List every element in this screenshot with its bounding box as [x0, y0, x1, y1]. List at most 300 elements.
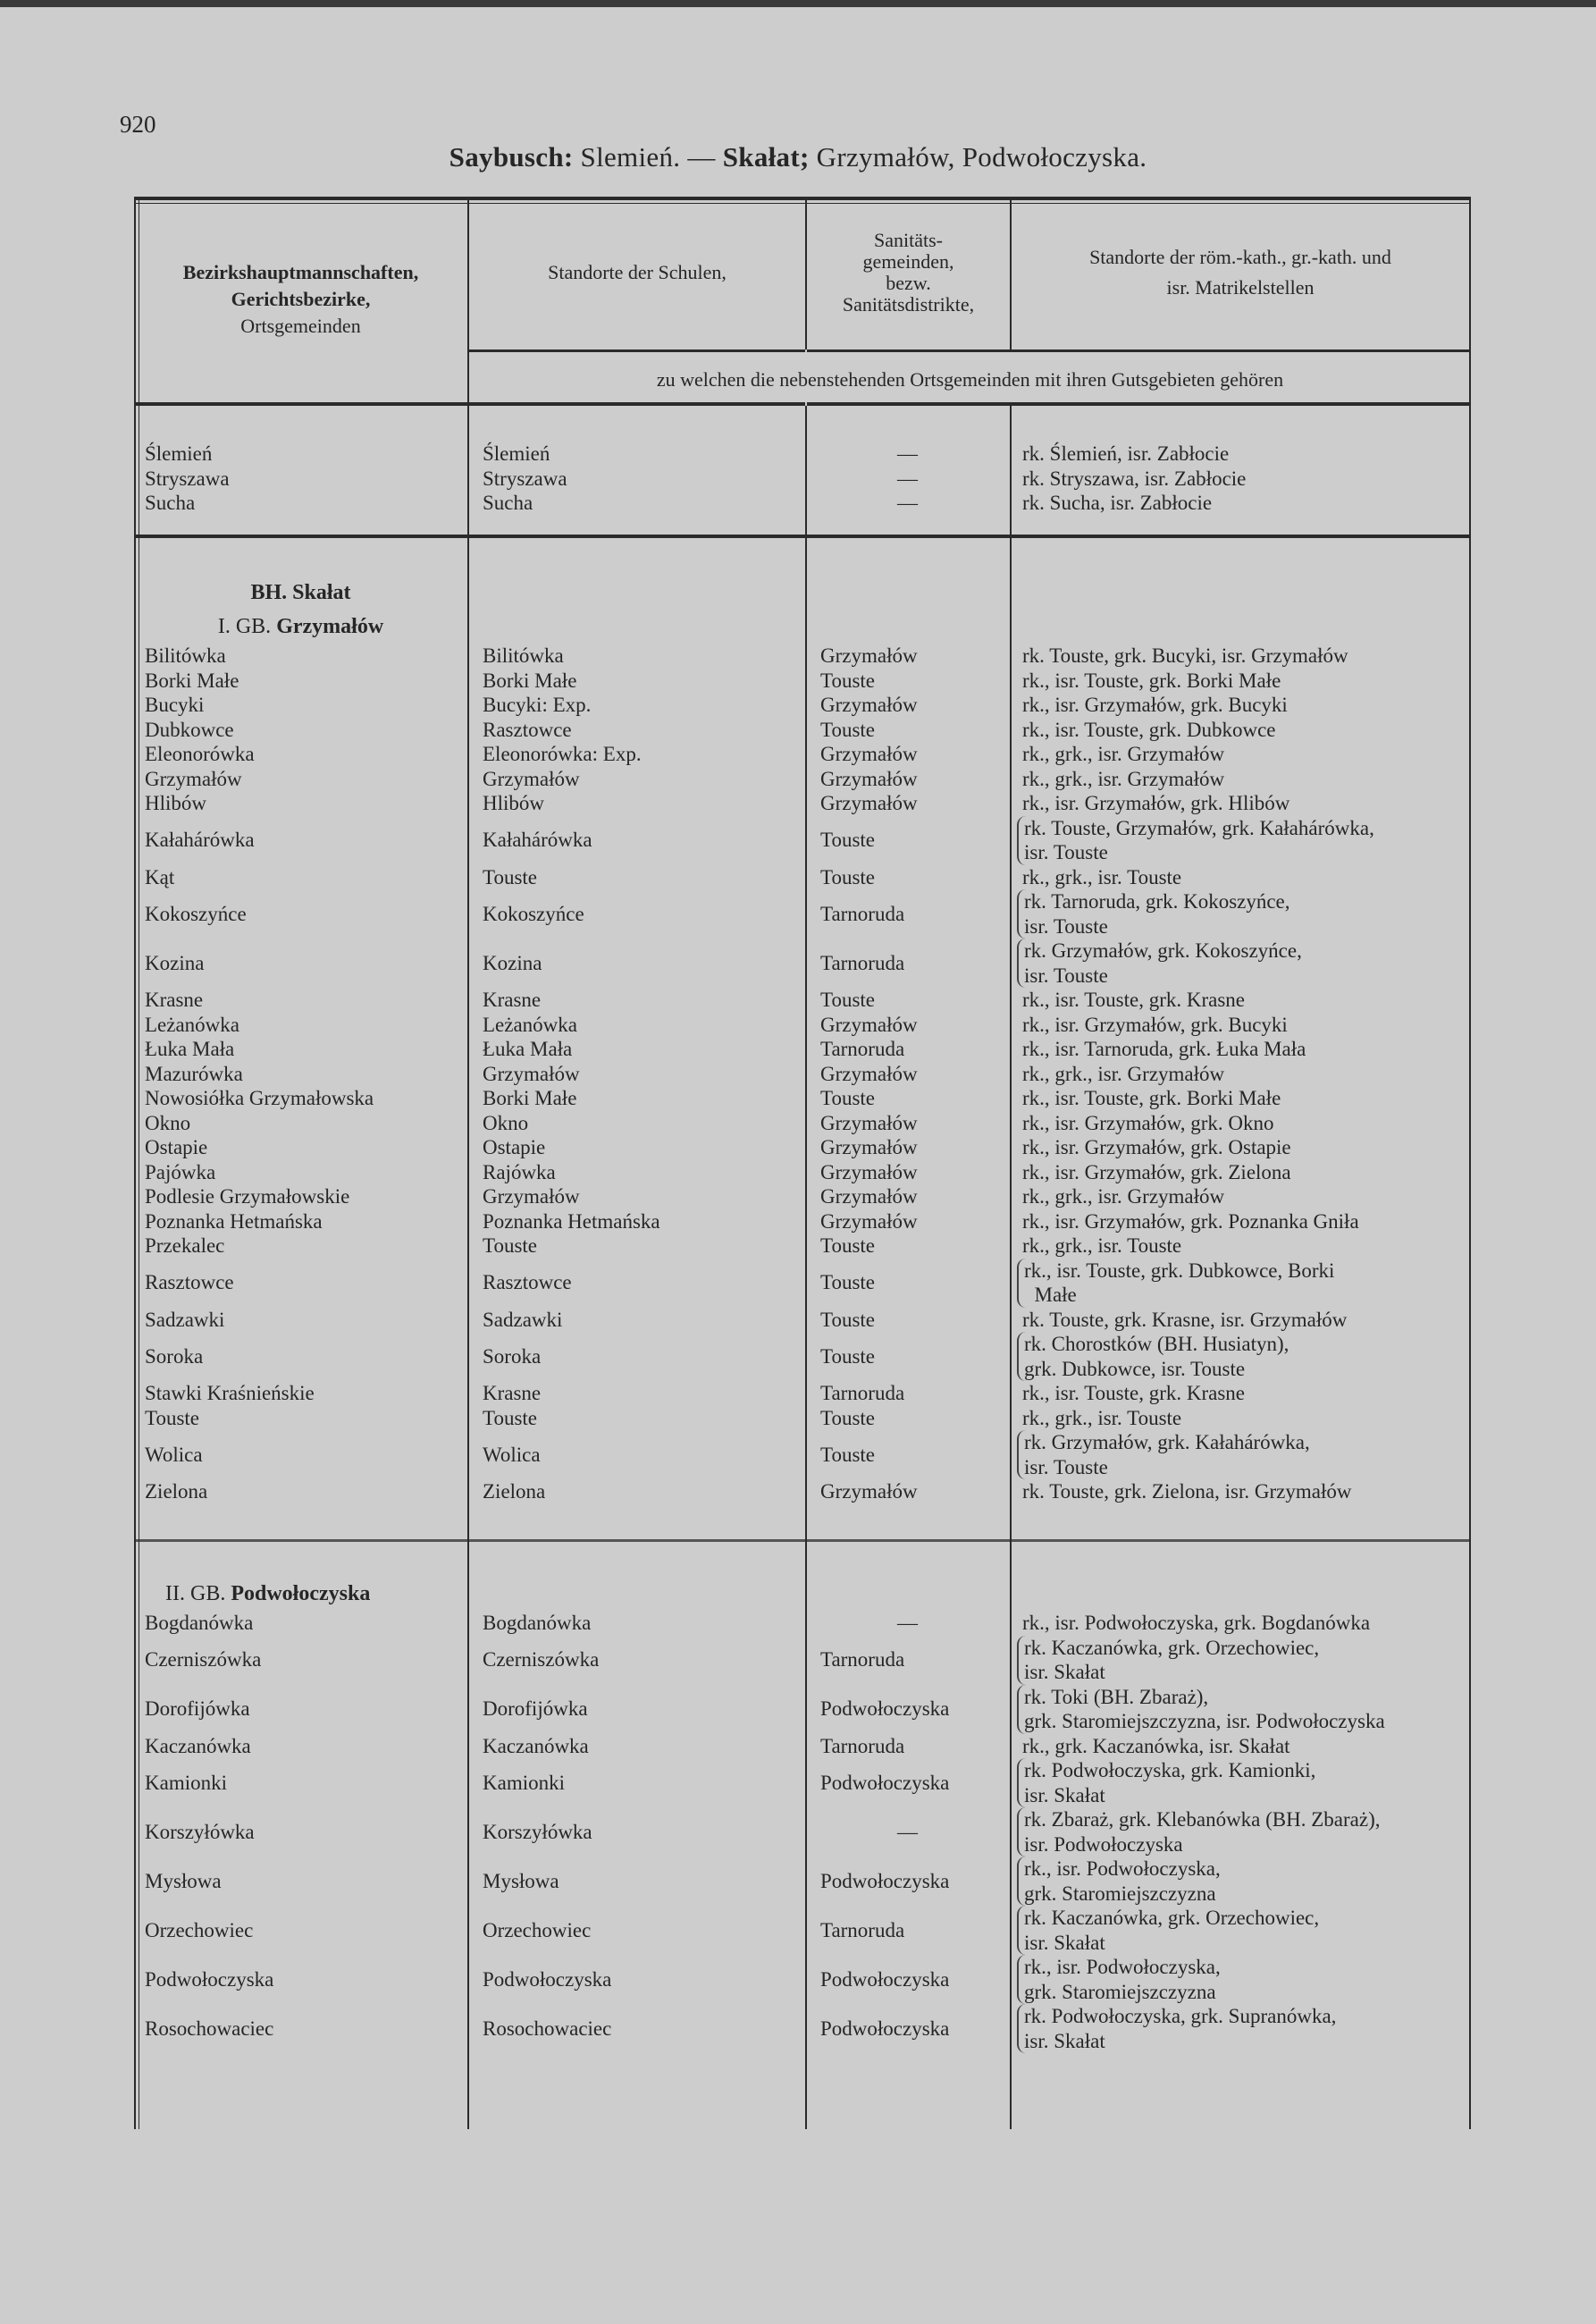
- header-col2-text: Standorte der Schulen,: [548, 261, 727, 283]
- table-row: [134, 1430, 1471, 1479]
- parish-cell: [1010, 1135, 1471, 1160]
- ortsgemeinde-cell: Bilitówka: [145, 644, 226, 667]
- ortsgemeinde-cell: Mazurówka: [145, 1062, 243, 1085]
- ortsgemeinde-cell: Kaczanówka: [145, 1734, 251, 1757]
- school-cell: Kaczanówka: [483, 1734, 589, 1757]
- court-heading-1: [134, 610, 467, 644]
- parish-line: isr. Podwołoczyska: [1024, 1832, 1183, 1856]
- sanitary-cell: Touste: [820, 718, 875, 741]
- table-row: [134, 491, 1471, 516]
- parish-cell: [1017, 1758, 1471, 1807]
- parish-line: rk., isr. Tarnoruda, grk. Łuka Mała: [1022, 1038, 1306, 1060]
- title-dash: —: [687, 141, 716, 173]
- ortsgemeinde-cell: Okno: [145, 1111, 191, 1134]
- parish-cell: [1010, 1734, 1471, 1759]
- parish-cell: [1017, 2004, 1471, 2053]
- parish-cell: [1017, 1636, 1471, 1685]
- header-col4: [1012, 197, 1469, 349]
- ortsgemeinde-cell: Soroka: [145, 1344, 204, 1368]
- sanitary-cell: Tarnoruda: [820, 902, 905, 925]
- parish-line: rk., isr. Grzymałów, grk. Bucyki: [1022, 1013, 1288, 1036]
- ortsgemeinde-cell: Grzymałów: [145, 767, 242, 790]
- school-cell: Grzymałów: [483, 1185, 580, 1208]
- parish-cell: [1010, 767, 1471, 792]
- parish-line: rk., grk., isr. Grzymałów: [1022, 1062, 1225, 1085]
- ortsgemeinde-cell: Ostapie: [145, 1136, 208, 1158]
- parish-line: isr. Skałat: [1024, 1931, 1105, 1954]
- table-row: [134, 1062, 1471, 1087]
- ortsgemeinde-cell: Czerniszówka: [145, 1648, 262, 1671]
- section2-rows: [134, 1611, 1471, 2053]
- title-part2: Grzymałów, Podwołoczyska.: [816, 141, 1147, 173]
- table-row: [134, 1086, 1471, 1111]
- header-col3-line2: gemeinden,: [862, 250, 954, 273]
- table-row: [134, 1807, 1471, 1857]
- school-cell: Leżanówka: [483, 1013, 577, 1036]
- sanitary-cell: Podwołoczyska: [820, 2017, 950, 2040]
- table-row: [134, 669, 1471, 694]
- parish-cell: [1010, 1013, 1471, 1038]
- parish-line: rk., isr. Touste, grk. Krasne: [1022, 1382, 1246, 1404]
- school-cell: Zielona: [483, 1480, 546, 1503]
- parish-line: rk., grk., isr. Grzymałów: [1022, 767, 1225, 790]
- school-cell: Touste: [483, 1234, 537, 1257]
- ortsgemeinde-cell: Stawki Kraśnieńskie: [145, 1382, 315, 1404]
- parish-line: rk. Tarnoruda, grk. Kokoszyńce,: [1024, 890, 1290, 913]
- ortsgemeinde-cell: Łuka Mała: [145, 1038, 235, 1060]
- parish-cell: [1017, 816, 1471, 865]
- table-row: [134, 1734, 1471, 1759]
- parish-line: rk., grk., isr. Grzymałów: [1022, 743, 1225, 765]
- parish-line: rk., grk., isr. Grzymałów: [1022, 1185, 1225, 1208]
- court-name-2: Podwołoczyska: [231, 1582, 371, 1605]
- parish-cell: [1010, 1381, 1471, 1406]
- sanitary-cell: Grzymałów: [820, 1062, 918, 1085]
- sanitary-cell: Touste: [820, 669, 875, 692]
- parish-cell: [1010, 1160, 1471, 1185]
- parish-line: grk. Staromiejszczyzna: [1024, 1980, 1216, 2003]
- header-sub-rule: [469, 349, 1471, 352]
- ortsgemeinde-cell: Krasne: [145, 989, 204, 1011]
- ortsgemeinde-cell: Sucha: [145, 492, 196, 514]
- parish-line: isr. Touste: [1024, 914, 1108, 938]
- parish-line: rk. Touste, grk. Zielona, isr. Grzymałów: [1022, 1480, 1352, 1503]
- court-name-1: Grzymałów: [276, 615, 384, 638]
- school-cell: Grzymałów: [483, 1062, 580, 1085]
- school-cell: Bilitówka: [483, 644, 564, 667]
- parish-line: rk. Chorostków (BH. Husiatyn),: [1024, 1333, 1289, 1355]
- parish-line: grk. Staromiejszczyzna: [1024, 1882, 1216, 1905]
- title-part1-bold: Saybusch:: [449, 141, 574, 173]
- ortsgemeinde-cell: Eleonorówka: [145, 743, 255, 765]
- section-skalat-grzymalow: [134, 576, 1471, 1504]
- school-cell: Wolica: [483, 1443, 541, 1466]
- ortsgemeinde-cell: Rosochowaciec: [145, 2017, 274, 2040]
- running-title: [0, 141, 1596, 173]
- school-cell: Hlibów: [483, 792, 544, 814]
- school-cell: Kałahárówka: [483, 829, 592, 852]
- parish-line: rk. Sucha, isr. Zabłocie: [1022, 492, 1213, 514]
- parish-line: rk., isr. Touste, grk. Dubkowce, Borki: [1024, 1259, 1335, 1282]
- ortsgemeinde-cell: Mysłowa: [145, 1869, 222, 1892]
- table-row: [134, 1479, 1471, 1504]
- table-row: [134, 1209, 1471, 1234]
- parish-line: rk. Podwołoczyska, grk. Supranówka,: [1024, 2005, 1337, 2027]
- school-cell: Kamionki: [483, 1771, 565, 1794]
- sanitary-cell: Tarnoruda: [820, 1038, 905, 1060]
- ortsgemeinde-cell: Nowosiółka Grzymałowska: [145, 1087, 374, 1109]
- ortsgemeinde-cell: Leżanówka: [145, 1013, 239, 1036]
- parish-cell: [1010, 1086, 1471, 1111]
- parish-line: isr. Skałat: [1024, 1661, 1105, 1683]
- school-cell: Rasztowce: [483, 718, 572, 741]
- table-row: [134, 889, 1471, 939]
- parish-cell: [1010, 1308, 1471, 1333]
- parish-line: isr. Touste: [1024, 841, 1108, 863]
- table-row: [134, 988, 1471, 1013]
- sanitary-cell: Grzymałów: [820, 1136, 918, 1158]
- parish-cell: [1010, 1062, 1471, 1087]
- sanitary-cell: Grzymałów: [820, 792, 918, 814]
- table-row: [134, 1135, 1471, 1160]
- court-prefix-1: I. GB.: [217, 615, 272, 638]
- section-slemien: [134, 442, 1471, 516]
- header-col4-line2: isr. Matrikelstellen: [1166, 276, 1315, 299]
- school-cell: Krasne: [483, 989, 542, 1011]
- table-row: [134, 1906, 1471, 1955]
- parish-line: rk. Toki (BH. Zbaraż),: [1024, 1685, 1209, 1708]
- parish-cell: [1010, 1209, 1471, 1234]
- school-cell: Kokoszyńce: [483, 902, 584, 925]
- sanitary-cell: Grzymałów: [820, 1185, 918, 1208]
- parish-line: rk. Zbaraż, grk. Klebanówka (BH. Zbaraż),: [1024, 1808, 1381, 1831]
- parish-line: isr. Skałat: [1024, 2029, 1105, 2052]
- header-col1-line1: Bezirkshauptmannschaften,: [182, 261, 419, 283]
- school-cell: Rajówka: [483, 1160, 556, 1183]
- parish-cell: [1010, 1479, 1471, 1504]
- parish-line: rk., isr. Touste, grk. Borki Małe: [1022, 669, 1281, 692]
- ortsgemeinde-cell: Kokoszyńce: [145, 902, 247, 925]
- school-cell: Sadzawki: [483, 1308, 563, 1331]
- parish-cell: [1010, 442, 1471, 467]
- parish-cell: [1017, 1807, 1471, 1857]
- parish-line: rk., isr. Grzymałów, grk. Okno: [1022, 1111, 1274, 1134]
- scan-top-edge: [0, 0, 1596, 7]
- table-row: [134, 1758, 1471, 1807]
- parish-line: rk., isr. Touste, grk. Borki Małe: [1022, 1087, 1281, 1109]
- school-cell: Podwołoczyska: [483, 1967, 612, 1991]
- parish-cell: [1017, 1857, 1471, 1906]
- sanitary-cell: Touste: [820, 1308, 875, 1331]
- school-cell: Rasztowce: [483, 1271, 572, 1294]
- parish-line: rk., grk., isr. Touste: [1022, 865, 1182, 888]
- sanitary-cell: Grzymałów: [820, 1480, 918, 1503]
- parish-line: rk., isr. Touste, grk. Krasne: [1022, 989, 1246, 1011]
- parish-line: isr. Touste: [1024, 1455, 1108, 1478]
- parish-line: grk. Dubkowce, isr. Touste: [1024, 1357, 1246, 1380]
- header-col3-line1: Sanitäts-: [873, 229, 943, 251]
- school-cell: Stryszawa: [483, 467, 567, 490]
- parish-line: rk., isr. Grzymałów, grk. Poznanka Gniła: [1022, 1209, 1359, 1233]
- parish-line: rk., isr. Grzymałów, grk. Zielona: [1022, 1160, 1291, 1183]
- table-row: [134, 1259, 1471, 1308]
- sanitary-cell: Grzymałów: [820, 1111, 918, 1134]
- table-row: [134, 939, 1471, 988]
- district-name: BH. Skałat: [250, 581, 351, 604]
- ortsgemeinde-cell: Dorofijówka: [145, 1697, 250, 1721]
- school-cell: Grzymałów: [483, 767, 580, 790]
- sanitary-cell: Touste: [820, 1271, 875, 1294]
- header-col1: [134, 215, 467, 384]
- school-cell: Czerniszówka: [483, 1648, 600, 1671]
- parish-line: rk., isr. Podwołoczyska, grk. Bogdanówka: [1022, 1612, 1371, 1634]
- parish-cell: [1017, 1906, 1471, 1955]
- table-row: [134, 1381, 1471, 1406]
- sanitary-cell: Grzymałów: [820, 1209, 918, 1233]
- parish-cell: [1010, 718, 1471, 743]
- ortsgemeinde-cell: Stryszawa: [145, 467, 230, 490]
- ortsgemeinde-cell: Orzechowiec: [145, 1918, 254, 1941]
- table-row: [134, 1406, 1471, 1431]
- sanitary-cell: Touste: [820, 1443, 875, 1466]
- school-cell: Okno: [483, 1111, 529, 1134]
- parish-line: rk., isr. Grzymałów, grk. Hlibów: [1022, 792, 1290, 814]
- ortsgemeinde-cell: Podwołoczyska: [145, 1967, 274, 1991]
- school-cell: Dorofijówka: [483, 1697, 588, 1721]
- ortsgemeinde-cell: Dubkowce: [145, 718, 234, 741]
- ortsgemeinde-cell: Podlesie Grzymałowskie: [145, 1185, 350, 1208]
- parish-cell: [1010, 988, 1471, 1013]
- section1-rows: [134, 644, 1471, 1504]
- parish-line: rk. Stryszawa, isr. Zabłocie: [1022, 467, 1247, 490]
- parish-cell: [1010, 644, 1471, 669]
- sanitary-cell: Tarnoruda: [820, 1382, 905, 1404]
- parish-line: isr. Skałat: [1024, 1783, 1105, 1806]
- parish-cell: [1010, 1111, 1471, 1136]
- parish-line: rk., isr. Grzymałów, grk. Ostapie: [1022, 1136, 1291, 1158]
- sanitary-cell: —: [897, 467, 918, 490]
- parish-line: rk., grk., isr. Touste: [1022, 1406, 1182, 1429]
- parish-line: rk. Touste, grk. Bucyki, isr. Grzymałów: [1022, 644, 1348, 667]
- ortsgemeinde-cell: Kałahárówka: [145, 829, 255, 852]
- sanitary-cell: Touste: [820, 1406, 875, 1429]
- ortsgemeinde-cell: Kąt: [145, 865, 175, 888]
- sanitary-cell: —: [897, 442, 918, 465]
- section-rule: [134, 535, 1471, 538]
- sanitary-cell: Podwołoczyska: [820, 1697, 950, 1721]
- ortsgemeinde-cell: Przekalec: [145, 1234, 225, 1257]
- table-row: [134, 1611, 1471, 1636]
- ortsgemeinde-cell: Kamionki: [145, 1771, 227, 1794]
- table-row: [134, 1013, 1471, 1038]
- sanitary-cell: Grzymałów: [820, 767, 918, 790]
- header-col3-line3: bezw.: [886, 272, 931, 294]
- parish-cell: [1010, 467, 1471, 492]
- header-col2: [469, 197, 805, 349]
- parish-cell: [1010, 742, 1471, 767]
- sanitary-cell: Touste: [820, 1087, 875, 1109]
- table-row: [134, 1184, 1471, 1209]
- parish-line: rk., isr. Podwołoczyska,: [1024, 1857, 1221, 1880]
- sanitary-cell: Touste: [820, 1344, 875, 1368]
- school-cell: Borki Małe: [483, 669, 577, 692]
- page-number: 920: [120, 111, 156, 138]
- table-row: [134, 1111, 1471, 1136]
- parish-line: rk. Podwołoczyska, grk. Kamionki,: [1024, 1759, 1316, 1781]
- ortsgemeinde-cell: Hlibów: [145, 792, 206, 814]
- parish-line: rk. Grzymałów, grk. Kałahárówka,: [1024, 1431, 1310, 1453]
- ortsgemeinde-cell: Kozina: [145, 951, 205, 974]
- school-cell: Borki Małe: [483, 1087, 577, 1109]
- table-row: [134, 1685, 1471, 1734]
- parish-line: rk. Ślemień, isr. Zabłocie: [1022, 442, 1230, 465]
- table-row: [134, 1234, 1471, 1259]
- school-cell: Bucyki: Exp.: [483, 694, 592, 716]
- school-cell: Kozina: [483, 951, 542, 974]
- ortsgemeinde-cell: Touste: [145, 1406, 199, 1429]
- court-heading-2: [134, 1577, 467, 1611]
- sanitary-cell: Touste: [820, 1234, 875, 1257]
- school-cell: Mysłowa: [483, 1869, 559, 1892]
- title-part2-bold: Skałat;: [722, 141, 810, 173]
- ortsgemeinde-cell: Bogdanówka: [145, 1612, 254, 1634]
- header-col3: [807, 197, 1010, 349]
- table-row: [134, 467, 1471, 492]
- table-row: [134, 442, 1471, 467]
- header-subheader: zu welchen die nebenstehenden Ortsgemeinden mit ihren Gutsgebieten gehören: [656, 368, 1284, 391]
- parish-cell: [1017, 1430, 1471, 1479]
- sanitary-cell: Grzymałów: [820, 743, 918, 765]
- parish-cell: [1010, 865, 1471, 890]
- parish-cell: [1017, 1685, 1471, 1734]
- table-row: [134, 718, 1471, 743]
- parish-cell: [1010, 1037, 1471, 1062]
- table-row: [134, 1037, 1471, 1062]
- school-cell: Korszyłówka: [483, 1820, 592, 1843]
- ortsgemeinde-cell: Pajówka: [145, 1160, 216, 1183]
- parish-cell: [1010, 791, 1471, 816]
- parish-cell: [1010, 1406, 1471, 1431]
- parish-cell: [1010, 491, 1471, 516]
- sanitary-cell: Tarnoruda: [820, 951, 905, 974]
- parish-cell: [1010, 1184, 1471, 1209]
- table-row: [134, 865, 1471, 890]
- table-row: [134, 1636, 1471, 1685]
- parish-line: rk. Touste, grk. Krasne, isr. Grzymałów: [1022, 1308, 1348, 1331]
- sanitary-cell: Tarnoruda: [820, 1918, 905, 1941]
- school-cell: Touste: [483, 865, 537, 888]
- school-cell: Krasne: [483, 1382, 542, 1404]
- school-cell: Bogdanówka: [483, 1612, 592, 1634]
- table-row: [134, 1857, 1471, 1906]
- ortsgemeinde-cell: Poznanka Hetmańska: [145, 1209, 323, 1233]
- school-cell: Eleonorówka: Exp.: [483, 743, 642, 765]
- parish-cell: [1010, 1234, 1471, 1259]
- sanitary-cell: Grzymałów: [820, 1013, 918, 1036]
- school-cell: Sucha: [483, 492, 533, 514]
- table-row: [134, 1160, 1471, 1185]
- parish-cell: [1017, 939, 1471, 988]
- parish-line: isr. Touste: [1024, 964, 1108, 987]
- ortsgemeinde-cell: Borki Małe: [145, 669, 239, 692]
- parish-line: rk., isr. Podwołoczyska,: [1024, 1956, 1221, 1978]
- table-row: [134, 1308, 1471, 1333]
- ortsgemeinde-cell: Bucyki: [145, 694, 205, 716]
- parish-cell: [1017, 1332, 1471, 1381]
- parish-line: rk., isr. Touste, grk. Dubkowce: [1022, 718, 1276, 741]
- parish-line: grk. Staromiejszczyzna, isr. Podwołoczyska: [1024, 1710, 1385, 1732]
- table-row: [134, 767, 1471, 792]
- table-row: [134, 644, 1471, 669]
- header-col1-line2: Gerichtsbezirke,: [231, 288, 371, 310]
- sanitary-cell: —: [897, 1612, 918, 1634]
- school-cell: Poznanka Hetmańska: [483, 1209, 660, 1233]
- school-cell: Ślemień: [483, 442, 550, 465]
- table-row: [134, 791, 1471, 816]
- sanitary-cell: Podwołoczyska: [820, 1967, 950, 1991]
- parish-line: rk. Kaczanówka, grk. Orzechowiec,: [1024, 1907, 1320, 1929]
- sanitary-cell: —: [897, 492, 918, 514]
- school-cell: Orzechowiec: [483, 1918, 592, 1941]
- district-heading: [134, 576, 467, 610]
- header-col1-line3: Ortsgemeinden: [240, 315, 361, 337]
- parish-cell: [1017, 1955, 1471, 2004]
- sanitary-cell: Podwołoczyska: [820, 1869, 950, 1892]
- ortsgemeinde-cell: Korszyłówka: [145, 1820, 255, 1843]
- parish-line: rk. Grzymałów, grk. Kokoszyńce,: [1024, 939, 1302, 962]
- header-col3-line4: Sanitätsdistrikte,: [842, 293, 975, 316]
- parish-line: rk., grk., isr. Touste: [1022, 1234, 1182, 1257]
- school-cell: Łuka Mała: [483, 1038, 573, 1060]
- parish-cell: [1017, 1259, 1471, 1308]
- table-row: [134, 2004, 1471, 2053]
- sanitary-cell: —: [897, 1820, 918, 1843]
- school-cell: Touste: [483, 1406, 537, 1429]
- sanitary-cell: Podwołoczyska: [820, 1771, 950, 1794]
- table-row: [134, 742, 1471, 767]
- ortsgemeinde-cell: Zielona: [145, 1480, 208, 1503]
- table-row: [134, 1332, 1471, 1381]
- sanitary-cell: Touste: [820, 865, 875, 888]
- title-part1: Slemień.: [580, 141, 681, 173]
- parish-line: Małe: [1024, 1284, 1077, 1306]
- header-col4-line1: Standorte der röm.-kath., gr.-kath. und: [1089, 246, 1391, 268]
- court-prefix-2: II. GB.: [165, 1582, 226, 1605]
- sanitary-cell: Touste: [820, 829, 875, 852]
- parish-line: rk., grk. Kaczanówka, isr. Skałat: [1022, 1734, 1290, 1757]
- sanitary-cell: Grzymałów: [820, 694, 918, 716]
- gazetteer-table: [134, 197, 1471, 2129]
- sanitary-cell: Tarnoruda: [820, 1648, 905, 1671]
- parish-line: rk., isr. Grzymałów, grk. Bucyki: [1022, 694, 1288, 716]
- parish-line: rk. Kaczanówka, grk. Orzechowiec,: [1024, 1636, 1320, 1659]
- sanitary-cell: Tarnoruda: [820, 1734, 905, 1757]
- section-rule-2: [134, 1539, 1471, 1542]
- table-row: [134, 1955, 1471, 2004]
- parish-cell: [1017, 889, 1471, 939]
- table-row: [134, 816, 1471, 865]
- ortsgemeinde-cell: Wolica: [145, 1443, 203, 1466]
- ortsgemeinde-cell: Ślemień: [145, 442, 213, 465]
- sanitary-cell: Touste: [820, 989, 875, 1011]
- ortsgemeinde-cell: Sadzawki: [145, 1308, 225, 1331]
- school-cell: Soroka: [483, 1344, 542, 1368]
- parish-line: rk. Touste, Grzymałów, grk. Kałahárówka,: [1024, 816, 1374, 839]
- ortsgemeinde-cell: Rasztowce: [145, 1271, 234, 1294]
- school-cell: Rosochowaciec: [483, 2017, 612, 2040]
- parish-cell: [1010, 669, 1471, 694]
- parish-cell: [1010, 693, 1471, 718]
